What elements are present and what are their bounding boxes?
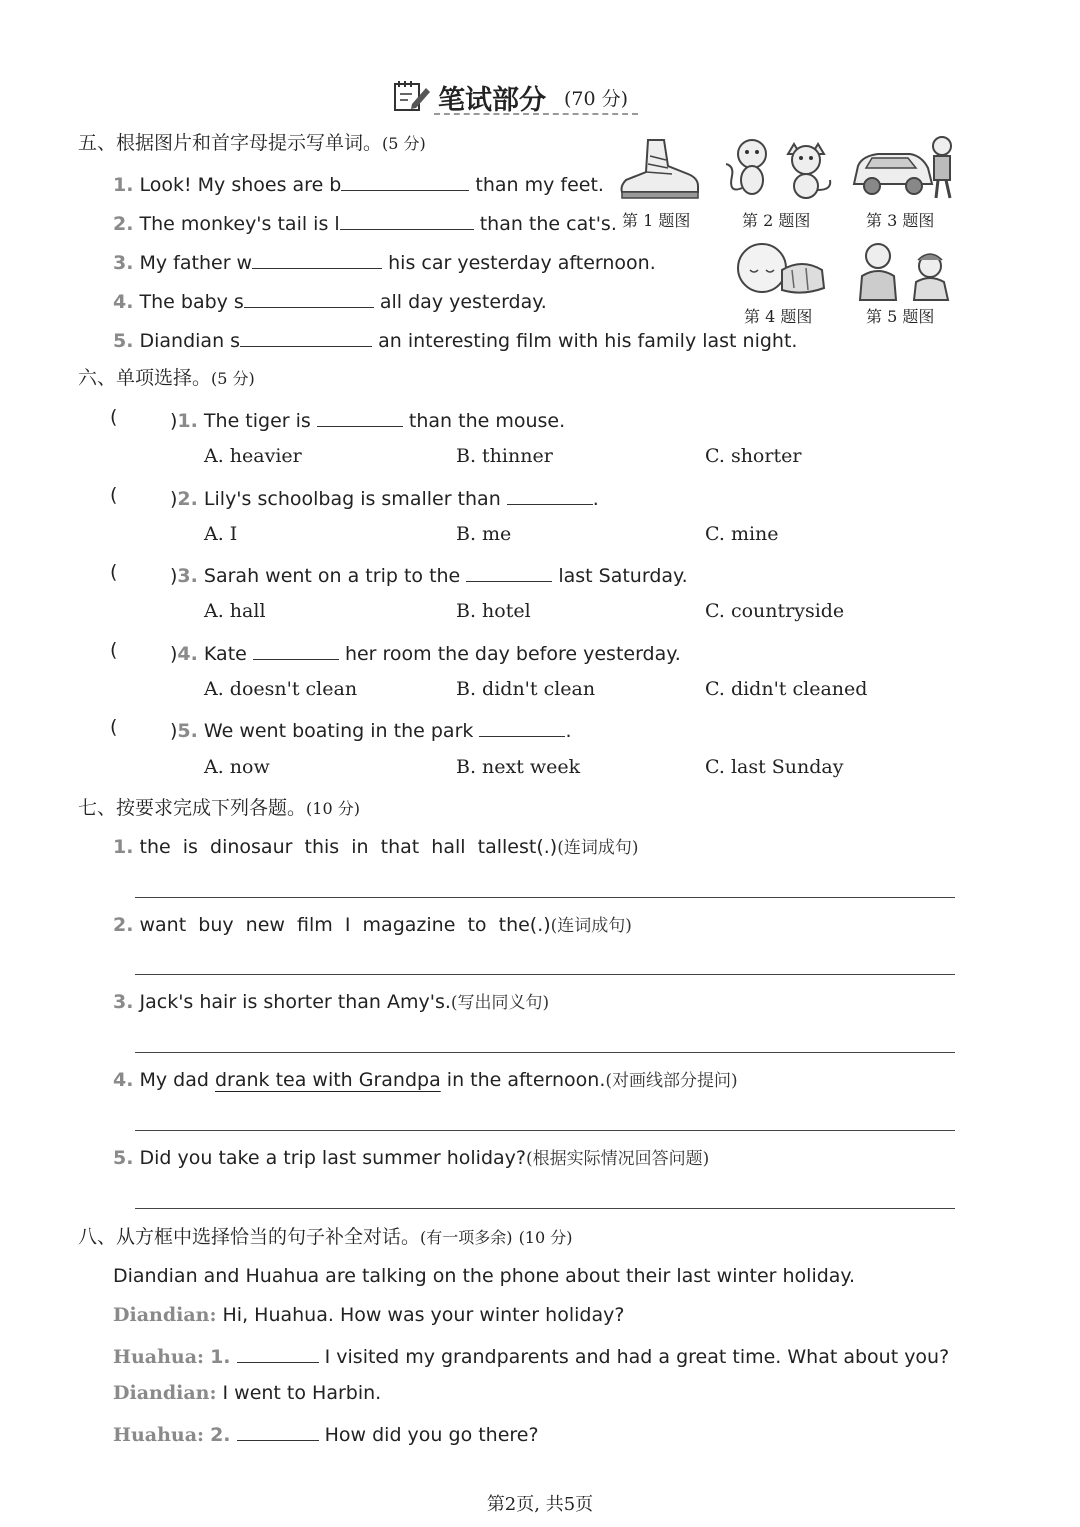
section8-title: 八、从方框中选择恰当的句子补全对话。(有一项多余) (10 分)	[78, 1226, 573, 1248]
answer-paren-open[interactable]: (	[110, 716, 118, 738]
family-film-illustration	[852, 240, 958, 302]
dialogue-line-4: Huahua: 2. How did you go there?	[113, 1420, 539, 1447]
answer-line[interactable]	[135, 974, 955, 975]
dialogue-line-2: Huahua: 1. I visited my grandparents and had a great time. What about you?	[113, 1342, 949, 1369]
s5-item-5: 5. Diandian s an interesting film with his family last night.	[113, 326, 797, 353]
dialogue-line-1: Diandian: Hi, Huahua. How was your winter holiday?	[113, 1304, 625, 1326]
figure-4-label: 第 4 题图	[744, 307, 813, 326]
figure-1-label: 第 1 题图	[622, 211, 691, 230]
s6-question-1: )1. The tiger is than the mouse.	[170, 406, 565, 433]
s6-q1-option-a[interactable]: A. heavier	[204, 445, 302, 467]
answer-paren-open[interactable]: (	[110, 561, 118, 583]
figure-5-label: 第 5 题图	[866, 307, 935, 326]
figure-3-label: 第 3 题图	[866, 211, 935, 230]
s6-q2-option-c[interactable]: C. mine	[705, 523, 779, 545]
answer-blank[interactable]	[237, 1342, 319, 1363]
answer-line[interactable]	[135, 1130, 955, 1131]
s6-q4-option-a[interactable]: A. doesn't clean	[204, 678, 358, 700]
answer-blank[interactable]	[341, 170, 469, 191]
shoe-illustration	[618, 136, 702, 204]
s7-item-3: 3. Jack's hair is shorter than Amy's.(写出同义句)	[113, 991, 550, 1013]
s6-q5-option-b[interactable]: B. next week	[456, 756, 581, 778]
s6-question-3: )3. Sarah went on a trip to the last Saturday.	[170, 561, 688, 588]
answer-blank[interactable]	[244, 287, 374, 308]
s6-q2-option-b[interactable]: B. me	[456, 523, 512, 545]
section6-title: 六、单项选择。(5 分)	[78, 367, 255, 389]
answer-blank	[479, 716, 565, 737]
monkey-cat-illustration	[722, 136, 838, 204]
page-number: 第2页, 共5页	[486, 1494, 594, 1515]
answer-blank	[253, 639, 339, 660]
pencil-note-icon	[392, 78, 432, 114]
s6-q3-option-b[interactable]: B. hotel	[456, 600, 531, 622]
header-title: 笔试部分	[438, 85, 546, 116]
s7-item-1: 1. the is dinosaur this in that hall tallest(.)(连词成句)	[113, 836, 639, 858]
s6-question-2: )2. Lily's schoolbag is smaller than .	[170, 484, 599, 511]
s6-q5-option-c[interactable]: C. last Sunday	[705, 756, 844, 778]
answer-paren-open[interactable]: (	[110, 639, 118, 661]
answer-blank	[466, 561, 552, 582]
s6-q2-option-a[interactable]: A. I	[204, 523, 238, 545]
s6-question-4: )4. Kate her room the day before yesterday.	[170, 639, 681, 666]
s6-q4-option-c[interactable]: C. didn't cleaned	[705, 678, 868, 700]
sleeping-baby-illustration	[732, 240, 832, 302]
section-header	[392, 76, 642, 116]
s5-item-2: 2. The monkey's tail is l than the cat's.	[113, 209, 617, 236]
section7-title: 七、按要求完成下列各题。(10 分)	[78, 797, 360, 819]
answer-blank[interactable]	[252, 248, 382, 269]
s5-item-1: 1. Look! My shoes are b than my feet.	[113, 170, 604, 197]
s5-item-3: 3. My father w his car yesterday afternoon.	[113, 248, 656, 275]
answer-blank[interactable]	[340, 209, 474, 230]
answer-line[interactable]	[135, 1052, 955, 1053]
answer-blank	[507, 484, 593, 505]
s5-item-4: 4. The baby s all day yesterday.	[113, 287, 547, 314]
header-underline	[434, 113, 638, 115]
s6-q1-option-b[interactable]: B. thinner	[456, 445, 553, 467]
s6-question-5: )5. We went boating in the park .	[170, 716, 571, 743]
s6-q3-option-c[interactable]: C. countryside	[705, 600, 845, 622]
answer-blank[interactable]	[240, 326, 372, 347]
answer-paren-open[interactable]: (	[110, 484, 118, 506]
s8-intro: Diandian and Huahua are talking on the phone about their last winter holiday.	[113, 1265, 856, 1287]
car-washing-illustration	[850, 132, 960, 204]
s6-q5-option-a[interactable]: A. now	[204, 756, 270, 778]
s6-q4-option-b[interactable]: B. didn't clean	[456, 678, 596, 700]
s7-item-5: 5. Did you take a trip last summer holiday?(根据实际情况回答问题)	[113, 1147, 710, 1169]
answer-line[interactable]	[135, 1208, 955, 1209]
s7-item-4: 4. My dad drank tea with Grandpa in the afternoon.(对画线部分提问)	[113, 1069, 738, 1091]
section5-title: 五、根据图片和首字母提示写单词。(5 分)	[78, 132, 426, 154]
answer-paren-open[interactable]: (	[110, 406, 118, 428]
dialogue-line-3: Diandian: I went to Harbin.	[113, 1382, 382, 1404]
header-points: (70 分)	[564, 88, 629, 110]
s6-q1-option-c[interactable]: C. shorter	[705, 445, 802, 467]
s7-item-2: 2. want buy new film I magazine to the(.)(连词成句)	[113, 914, 632, 936]
underlined-phrase: drank tea with Grandpa	[214, 1069, 441, 1091]
answer-blank	[317, 406, 403, 427]
answer-line[interactable]	[135, 897, 955, 898]
s6-q3-option-a[interactable]: A. hall	[204, 600, 266, 622]
answer-blank[interactable]	[237, 1420, 319, 1441]
figure-2-label: 第 2 题图	[742, 211, 811, 230]
